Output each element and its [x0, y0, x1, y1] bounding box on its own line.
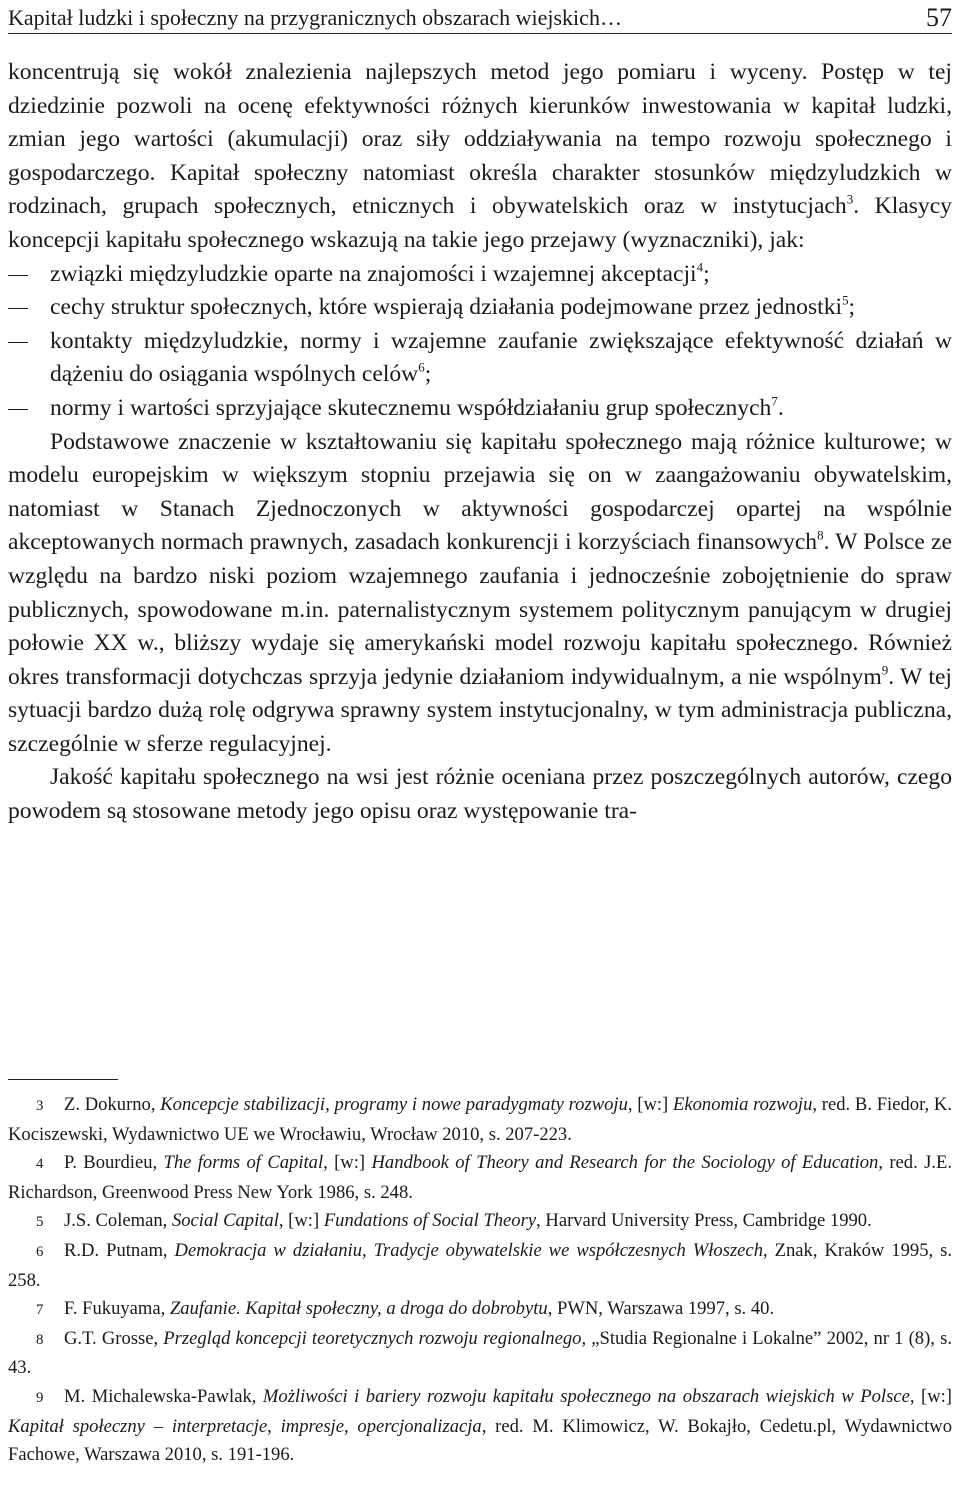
footnote-number: 4 [36, 1156, 44, 1173]
footnote-text: , PWN, Warszawa 1997, s. 40. [547, 1298, 775, 1320]
page-number: 57 [926, 3, 952, 32]
footnote-title: The forms of Capital [163, 1152, 324, 1174]
footnote-ref-8[interactable]: 8 [817, 527, 824, 543]
footnote-text: , „Studia Regionalne i Lokalne” 2002, nr 1 (8), s. 43. [8, 1327, 952, 1379]
footnote-text: , Znak, Kraków 1995, s. 258. [8, 1239, 953, 1291]
footnote-number: 7 [36, 1302, 44, 1319]
footnote-9 [8, 1383, 952, 1470]
footnote-text: , red. B. Fiedor, K. Kociszewski, Wydawnictwo UE we Wrocławiu, Wrocław 2010, s. 207-223. [8, 1094, 952, 1145]
paragraph-2-text: Podstawowe znaczenie w kształtowaniu się kapitału społecznego mają różnice kulturowe; w modelu europejskim w większym stopniu przejawia się on w zaangażowaniu obywatelskim, natomiast w Stanach Zjednoczonych w aktywności gospodarczej opartej na wspólnie akceptowanych normach prawnych, zasadach konkurencji i korzyściach finansowych [8, 428, 952, 556]
footnote-title: Fundations of Social Theory [323, 1210, 537, 1232]
paragraph-3: Jakość kapitału społecznego na wsi jest różnie oceniana przez poszczególnych autorów, czego powodem są stosowane metody jego opisu oraz występowanie tra- [8, 764, 952, 825]
footnote-4 [8, 1149, 952, 1207]
footnote-text: , Harvard University Press, Cambridge 1990. [536, 1210, 872, 1232]
list-item-text: kontakty międzyludzkie, normy i wzajemne zaufanie zwiększające efektywność działań w dążeniu do osiągania wspólnych celów [50, 327, 952, 388]
footnote-author: M. Michalewska-Pawlak, [64, 1385, 263, 1407]
footnote-number: 9 [36, 1389, 44, 1406]
footnote-ref-9[interactable]: 9 [881, 661, 889, 677]
footnote-separator [8, 1079, 118, 1080]
list-item-punct: . [777, 394, 784, 421]
list-item-text: normy i wartości sprzyjające skutecznemu współdziałaniu grup społecznych [50, 394, 772, 421]
footnote-text: , [w:] [278, 1210, 324, 1232]
footnote-author: J.S. Coleman, [64, 1210, 172, 1232]
list-item [8, 258, 952, 292]
main-text [8, 56, 952, 829]
list-item-text: związki międzyludzkie oparte na znajomości i wzajemnej akceptacji [50, 260, 697, 287]
footnote-ref-7[interactable]: 7 [771, 393, 778, 409]
footnote-text: , [w:] [323, 1152, 372, 1174]
footnote-title: Przegląd koncepcji teoretycznych rozwoju regionalnego [163, 1327, 582, 1349]
footnote-author: G.T. Grosse, [64, 1327, 164, 1349]
footnote-3 [8, 1091, 952, 1149]
footnote-author: P. Bourdieu, [64, 1152, 164, 1174]
footnote-number: 6 [36, 1243, 44, 1260]
footnote-5 [8, 1207, 952, 1237]
list-item-punct: ; [703, 260, 710, 287]
running-title: Kapitał ludzki i społeczny na przygranicznych obszarach wiejskich… [8, 5, 622, 30]
list-item-punct: ; [848, 294, 856, 321]
footnote-ref-5[interactable]: 5 [842, 292, 849, 308]
footnote-title: Możliwości i bariery rozwoju kapitału społecznego na obszarach wiejskich w Polsce [262, 1385, 910, 1407]
footnote-author: Z. Dokurno, [64, 1094, 161, 1115]
footnote-title: Kapitał społeczny – interpretacje, impresje, opercjonalizacja [8, 1415, 482, 1437]
list-item-punct: ; [424, 361, 432, 388]
footnote-text: , red. J.E. Richardson, Greenwood Press New York 1986, s. 248. [8, 1152, 952, 1203]
determinants-list [8, 258, 952, 426]
footnote-8 [8, 1325, 952, 1383]
paragraph-2-text-cont: . W Polsce ze względu na bardzo niski poziom wzajemnego zaufania i jednocześnie zobojętnienie do spraw publicznych, spowodowane m.in. paternalistycznym systemem politycznym panującym w drugiej połowie XX w., bliższy wydaje się amerykański model rozwoju kapitału społecznego. Również okres transformacji dotychczas sprzyja jedynie działaniom indywidualnym, a nie wspólnym [8, 529, 953, 690]
footnote-text: , [w:] [909, 1385, 952, 1407]
footnote-text: , red. M. Klimowicz, W. Bokajło, Cedetu.pl, Wydawnictwo Fachowe, Warszawa 2010, s. 191-196. [8, 1415, 952, 1466]
footnotes [8, 1091, 952, 1470]
footnote-title: Social Capital [171, 1210, 279, 1232]
list-item [8, 392, 952, 426]
footnote-title: Demokracja w działaniu, Tradycje obywatelskie we współczesnych Włoszech [174, 1239, 763, 1261]
footnote-ref-3[interactable]: 3 [846, 191, 854, 207]
running-header [8, 4, 952, 34]
paragraph-1-text: koncentrują się wokół znalezienia najlepszych metod jego pomiaru i wyceny. Postęp w tej dziedzinie pozwoli na ocenę efektywności różnych kierunków inwestowania w kapitał ludzki, zmian jego wartości (akumulacji) oraz siły oddziaływania na tempo rozwoju społecznego i gospodarczego. Kapitał społeczny natomiast określa charakter stosunków międzyludzkich w rodzinach, grupach społecznych, etnicznych i obywatelskich oraz w instytucjach [8, 59, 952, 220]
list-item [8, 325, 952, 392]
footnote-title: Ekonomia rozwoju [673, 1094, 813, 1115]
footnote-title: Handbook of Theory and Research for the Sociology of Education [371, 1152, 879, 1174]
footnote-title: Zaufanie. Kapitał społeczny, a droga do dobrobytu [169, 1298, 548, 1320]
paragraph-1-text-cont: . Klasycy koncepcji kapitału społecznego wskazują na takie jego przejawy (wyznaczniki), jak: [8, 193, 952, 253]
paragraph-2 [8, 426, 952, 762]
footnote-6 [8, 1237, 952, 1295]
paragraph-1 [8, 56, 952, 258]
footnote-author: R.D. Putnam, [64, 1239, 175, 1261]
paragraph-2-text-end: . W tej sytuacji bardzo dużą rolę odgrywa sprawny system instytucjonalny, w tym administracja publiczna, szczególnie w sferze regulacyjnej. [8, 663, 952, 757]
footnote-ref-6[interactable]: 6 [418, 359, 425, 375]
footnote-number: 3 [36, 1098, 44, 1114]
list-item [8, 291, 952, 325]
footnote-7 [8, 1295, 952, 1325]
list-item-text: cechy struktur społecznych, które wspierają działania podejmowane przez jednostki [50, 294, 843, 321]
footnote-title: Koncepcje stabilizacji, programy i nowe paradygmaty rozwoju [160, 1094, 628, 1115]
footnote-number: 5 [36, 1214, 44, 1231]
footnote-text: , [w:] [627, 1094, 673, 1115]
footnote-author: F. Fukuyama, [64, 1298, 170, 1320]
footnote-number: 8 [36, 1331, 44, 1348]
footnote-ref-4[interactable]: 4 [696, 258, 704, 274]
